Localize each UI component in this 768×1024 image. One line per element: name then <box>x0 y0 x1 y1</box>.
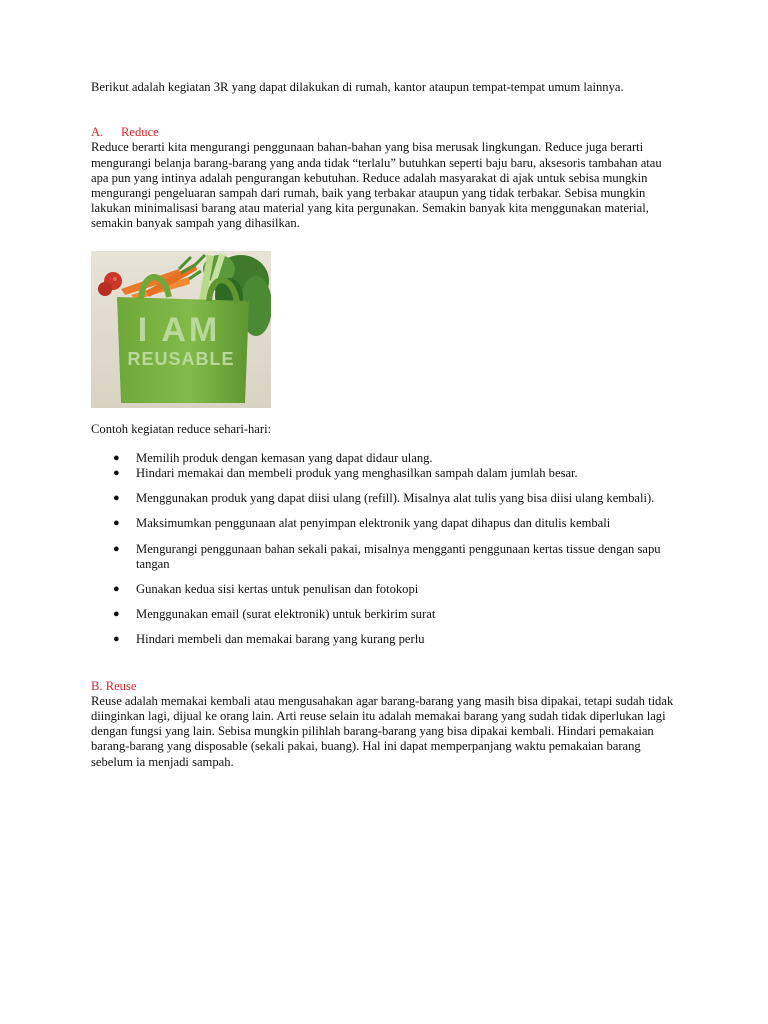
bag-text-line2: REUSABLE <box>127 348 235 369</box>
list-item: ● Gunakan kedua sisi kertas untuk penulisan dan fotokopi <box>113 582 419 597</box>
list-item: ● Hindari memakai dan membeli produk yang menghasilkan sampah dalam jumlah besar. <box>113 466 578 481</box>
section-a-body: Reduce berarti kita mengurangi penggunaan bahan-bahan yang bisa merusak lingkungan. Reduce juga berarti mengurangi belanja barang-barang yang anda tidak “terlalu” butuhkan seperti baju baru, aksesoris tambahan atau apa pun yang intinya adalah pengurangan kebutuhan. Reduce adalah masyarakat di ajak untuk sebisa mungkin mengurangi pengeluaran sampah dari rumah, baik yang terbakar ataupun yang tidak terbakar. Sebisa mungkin lakukan minimalisasi barang atau material yang kita pergunakan. Semakin banyak kita menggunakan material, semakin banyak sampah yang dihasilkan. <box>91 140 662 231</box>
intro-paragraph: Berikut adalah kegiatan 3R yang dapat dilakukan di rumah, kantor ataupun tempat-tempat umum lainnya. <box>91 80 624 94</box>
document-page <box>91 80 681 770</box>
list-item: ● Menggunakan produk yang dapat diisi ulang (refill). Misalnya alat tulis yang bisa diisi ulang kembali). <box>113 491 655 506</box>
list-item: ● Hindari membeli dan memakai barang yang kurang perlu <box>113 632 425 647</box>
bullet-icon: ● <box>113 583 120 596</box>
bullet-icon: ● <box>113 608 120 621</box>
reduce-examples-list <box>91 451 681 648</box>
section-b-heading: B. Reuse <box>91 678 137 693</box>
bullet-icon: ● <box>113 451 120 464</box>
list-item: ● Memilih produk dengan kemasan yang dapat didaur ulang. <box>113 450 433 465</box>
bullet-icon: ● <box>113 542 120 555</box>
bullet-icon: ● <box>113 492 120 505</box>
section-a-letter: A. <box>91 125 104 140</box>
bullet-icon: ● <box>113 517 120 530</box>
section-a-title: Reduce <box>121 125 159 140</box>
examples-label: Contoh kegiatan reduce sehari-hari: <box>91 421 272 436</box>
bullet-icon: ● <box>113 633 120 646</box>
list-item: ● Mengurangi penggunaan bahan sekali pakai, misalnya mengganti penggunaan kertas tissue dengan sapu tangan <box>113 541 661 571</box>
bullet-icon: ● <box>113 467 120 480</box>
section-a-heading <box>91 125 681 140</box>
reusable-bag-photo <box>91 251 271 408</box>
section-b-body: Reuse adalah memakai kembali atau mengusahakan agar barang-barang yang masih bisa dipakai, tetapi sudah tidak diinginkan lagi, dijual ke orang lain. Arti reuse selain itu adalah memakai barang yang sudah tidak diperlukan lagi dengan fungsi yang lain. Sebisa mungkin pilihlah barang-barang yang bisa dipakai kembali. Hindari pemakaian barang-barang yang disposable (sekali pakai, buang). Hal ini dapat memperpanjang waktu pemakaian barang sebelum ia menjadi sampah. <box>91 693 674 769</box>
list-item: ● Maksimumkan penggunaan alat penyimpan elektronik yang dapat dihapus dan ditulis kembali <box>113 516 611 531</box>
bag-text-line1: I AM <box>137 310 221 349</box>
list-item: ● Menggunakan email (surat elektronik) untuk berkirim surat <box>113 607 436 622</box>
